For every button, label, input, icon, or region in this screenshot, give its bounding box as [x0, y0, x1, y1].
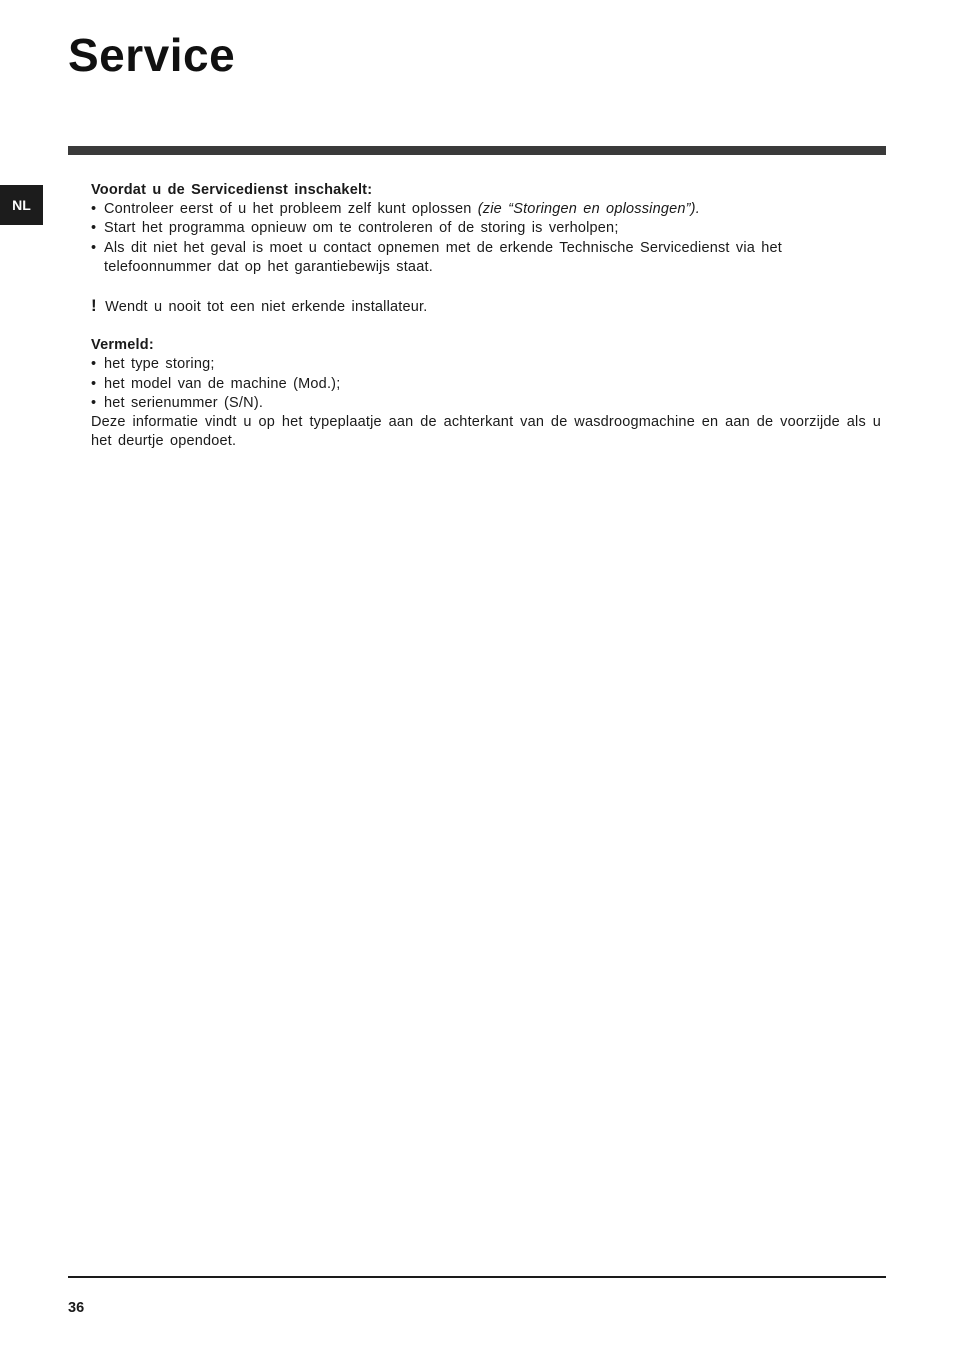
title-divider	[68, 146, 886, 155]
list-item	[91, 239, 881, 277]
bullet-icon: •	[91, 201, 97, 218]
section-heading-before-service: Voordat u de Servicedienst inschakelt:	[91, 182, 373, 198]
language-tab: NL	[0, 185, 43, 225]
warning-note	[91, 296, 881, 317]
list-item-text: het serienummer (S/N).	[104, 394, 264, 411]
footer-divider	[68, 1276, 886, 1278]
list-item	[91, 375, 881, 394]
list-item	[91, 200, 881, 219]
before-service-list	[91, 200, 881, 277]
bullet-icon: •	[91, 220, 97, 237]
list-item-text: Start het programma opnieuw om te controleren of de storing is verholpen;	[104, 220, 619, 237]
info-paragraph: Deze informatie vindt u op het typeplaatje aan de achterkant van de wasdroogmachine en aan de voorzijde als u het deurtje opendoet.	[91, 414, 881, 450]
list-item-text: Controleer eerst of u het probleem zelf kunt oplossen	[104, 201, 478, 218]
list-item	[91, 355, 881, 374]
list-item-reference: (zie “Storingen en oplossingen”).	[477, 201, 700, 218]
list-item	[91, 219, 881, 238]
warning-text: Wendt u nooit tot een niet erkende installateur.	[105, 299, 428, 316]
page-number: 36	[68, 1300, 85, 1316]
list-item-text: Als dit niet het geval is moet u contact opnemen met de erkende Technische Servicedienst via het telefoonnummer dat op het garantiebewijs staat.	[104, 239, 783, 275]
bullet-icon: •	[91, 394, 97, 411]
bullet-icon: •	[91, 375, 97, 392]
list-item	[91, 394, 881, 413]
bullet-icon: •	[91, 239, 97, 256]
bullet-icon: •	[91, 356, 97, 373]
main-content	[91, 181, 881, 451]
section-heading-mention: Vermeld:	[91, 337, 154, 354]
warning-icon: !	[91, 296, 97, 316]
page-title: Service	[68, 29, 236, 81]
mention-list	[91, 355, 881, 413]
list-item-text: het type storing;	[104, 356, 215, 373]
list-item-text: het model van de machine (Mod.);	[104, 375, 341, 392]
